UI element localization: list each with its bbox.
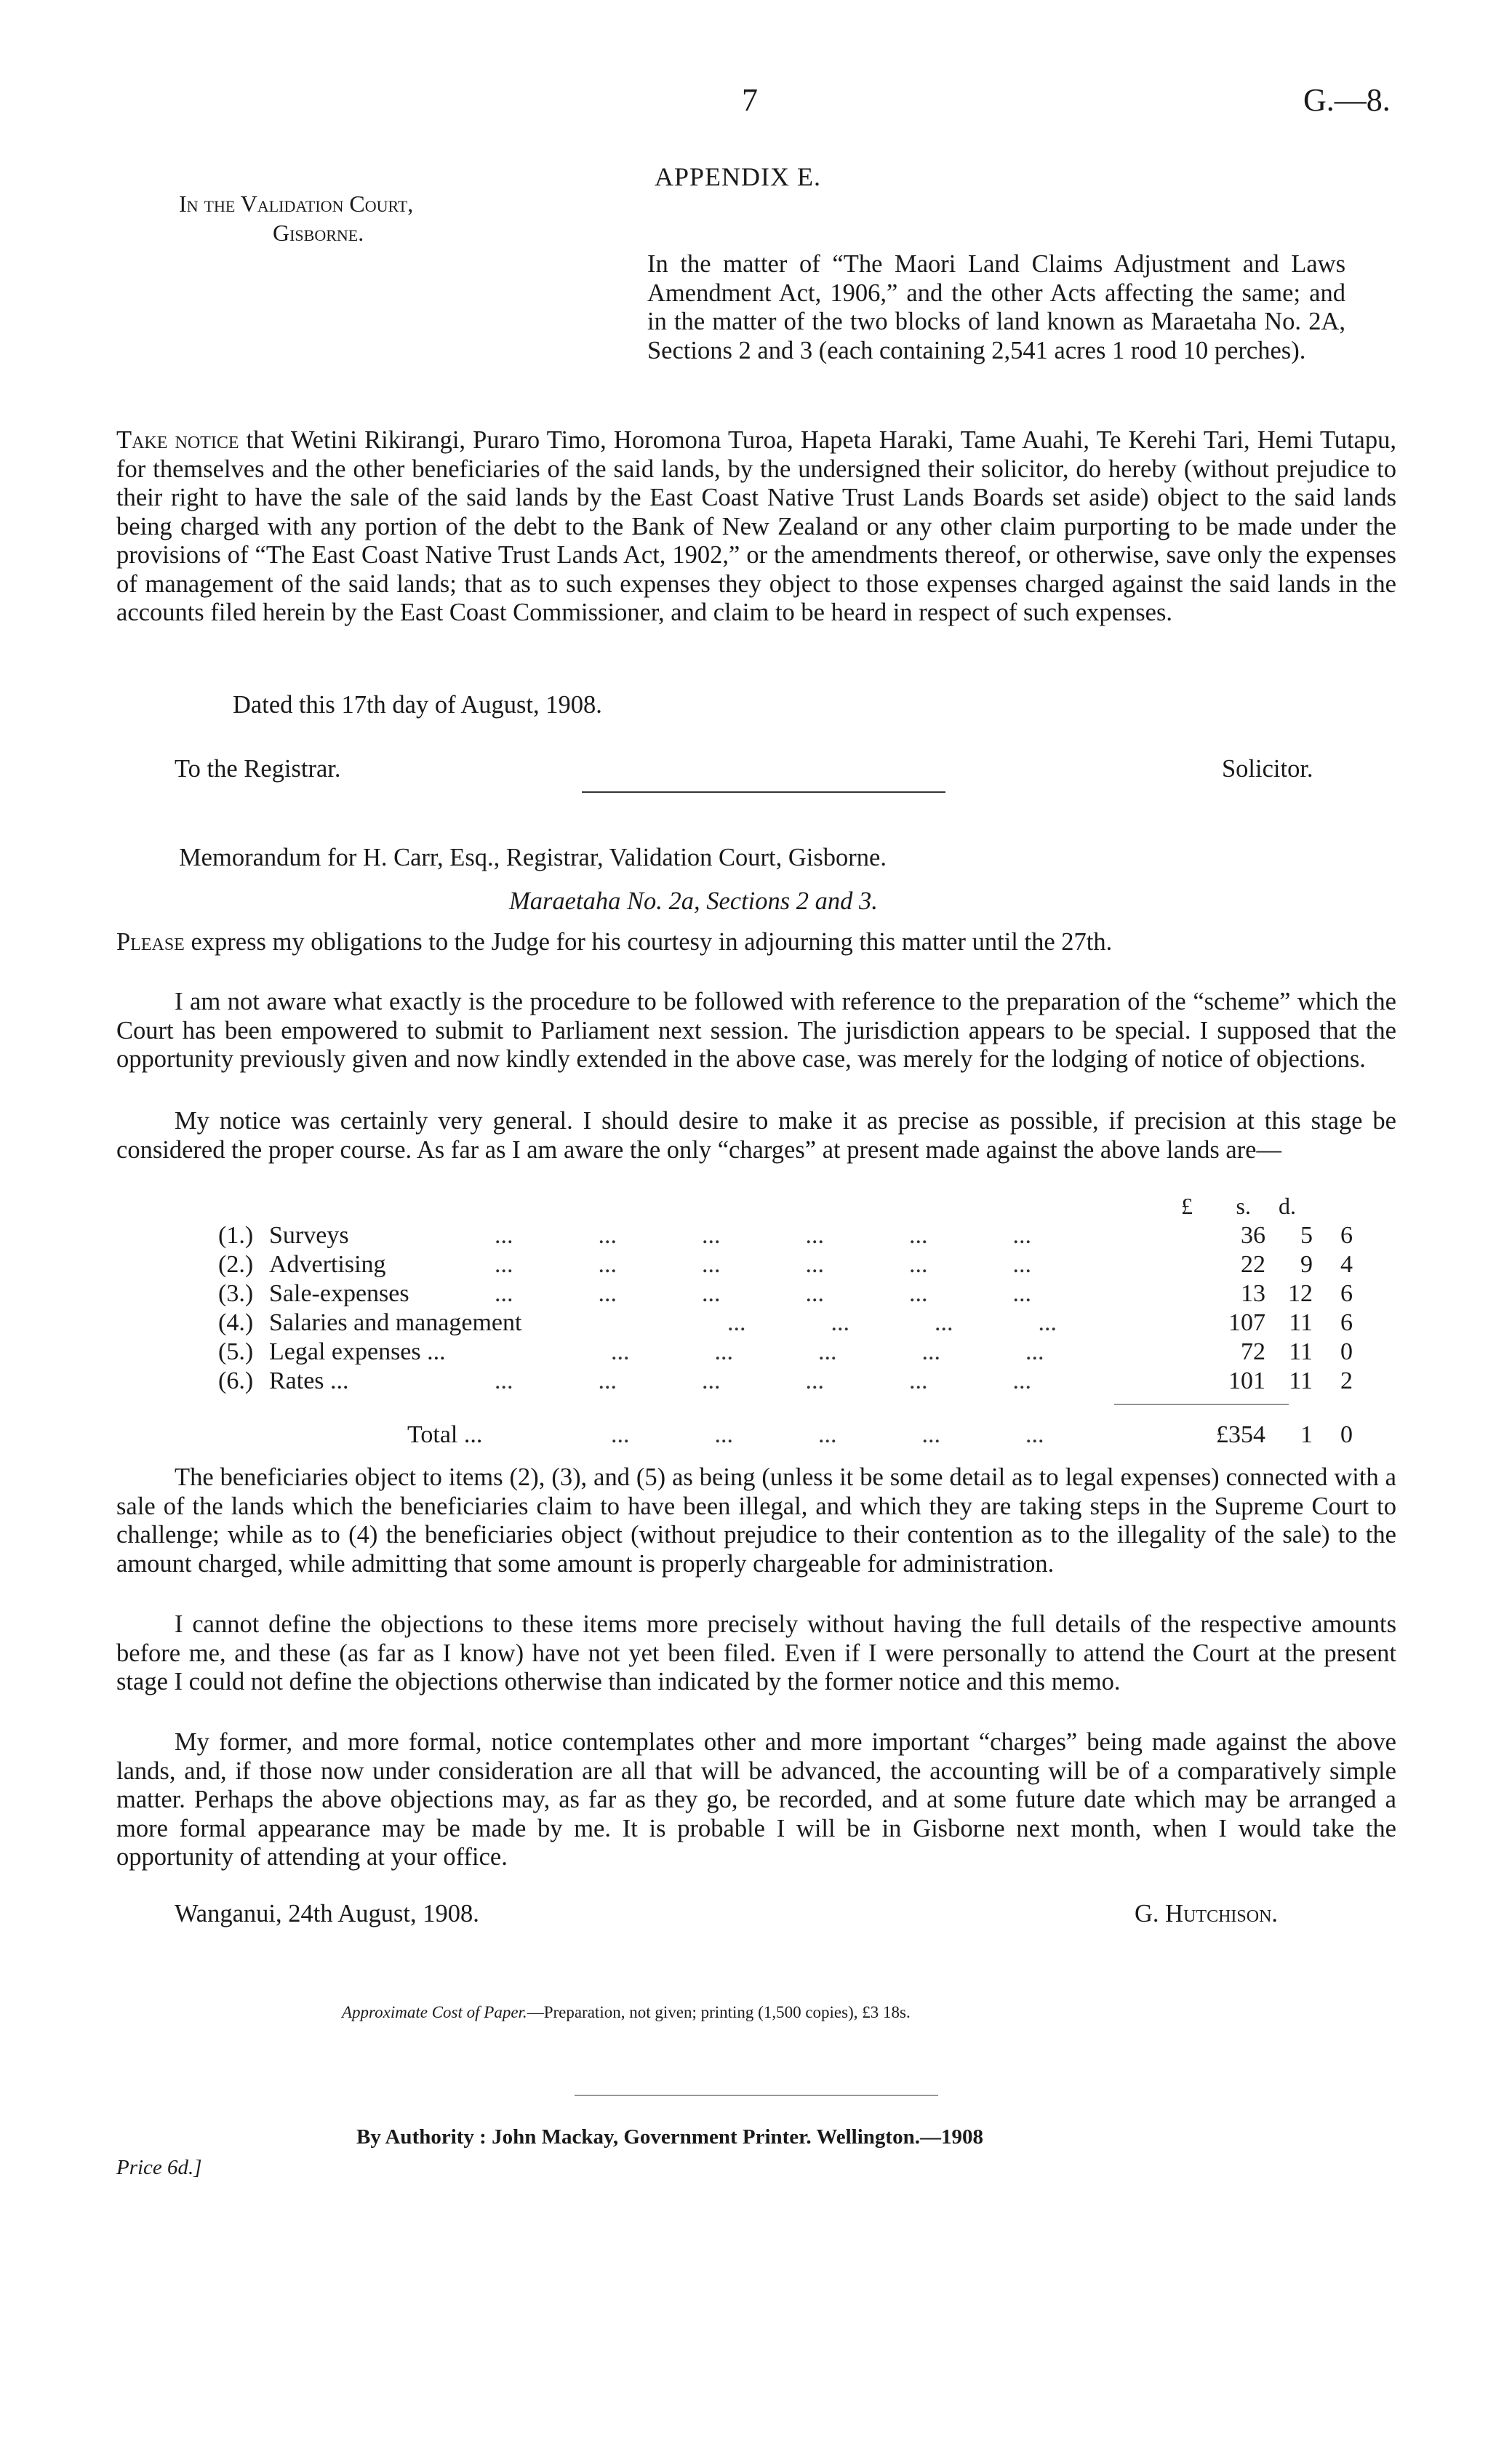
notice-body (116, 426, 1396, 628)
authority-label: By Authority : (356, 2125, 492, 2149)
charge-row (218, 1251, 1353, 1280)
col-shillings: s. (1236, 1193, 1251, 1219)
charge-pounds: 22 (1241, 1251, 1265, 1278)
total-leader: ... ... ... ... ... (611, 1421, 1044, 1448)
charge-pence: 2 (1340, 1367, 1353, 1394)
charge-row (218, 1222, 1353, 1251)
charge-shillings: 9 (1300, 1251, 1313, 1278)
total-shillings: 1 (1300, 1421, 1313, 1448)
charge-pounds: 72 (1241, 1338, 1265, 1365)
memo-p1-text: express my obligations to the Judge for his courtesy in adjourning this matter until the 27th. (184, 928, 1113, 956)
charge-label: Salaries and management (269, 1309, 522, 1336)
charge-row (218, 1309, 1353, 1338)
memo-paragraph-5: I cannot define the objections to these items more precisely without having the full details of the respective amounts before me, and these (as far as I know) have not yet been filed. Even if I were personally to attend the Court at the present stage I could not define the objections otherwise than indicated by the former notice and this memo. (116, 1610, 1396, 1695)
charge-pence: 0 (1340, 1338, 1353, 1365)
series-number: G.—8. (1303, 82, 1391, 118)
total-rule (1114, 1404, 1289, 1405)
cost-note (342, 2003, 911, 2022)
charge-label: Legal expenses ... (269, 1338, 446, 1365)
memo-paragraph-2: I am not aware what exactly is the procedure to be followed with reference to the preparation of the “scheme” which the Court has been empowered to submit to Parliament next session. The jurisdiction appears to be special. I supposed that the opportunity previously given and now kindly extended in the above case, was merely for the lodging of notice of objections. (116, 988, 1396, 1073)
col-pence: d. (1279, 1193, 1296, 1219)
memo-paragraph-3: My notice was certainly very general. I should desire to make it as precise as possible, if precision at this stage be considered the proper course. As far as I am aware the only “charges” at present made against the above lands are— (116, 1107, 1396, 1164)
charge-leader: ... ... ... ... ... ... (495, 1280, 1031, 1307)
total-label: Total ... (407, 1421, 483, 1448)
memo-paragraph-6: My former, and more formal, notice contemplates other and more important “charges” being made against the above lands, and, if those now under consideration are all that will be advanced, the accounting will be of a comparatively simple matter. Perhaps the above objections may, as far as they go, be recorded, and at some future date which may be arranged a more formal appearance may be made by me. It is probable I will be in Gisborne next month, when I would take the opportunity of attending at your office. (116, 1728, 1396, 1871)
charge-pounds: 36 (1241, 1222, 1265, 1249)
charge-number: (5.) (218, 1338, 254, 1365)
total-pence: 0 (1340, 1421, 1353, 1448)
memo-paragraph-4: The beneficiaries object to items (2), (3), and (5) as being (unless it be some detail as to legal expenses) connected with a sale of the lands which the beneficiaries claim to have been illegal, and which they are taking steps in the Supreme Court to challenge; while as to (4) the beneficiaries object (without prejudice to their contention as to the illegality of the sale) to the amount charged, while admitting that some amount is properly chargeable for administration. (116, 1463, 1396, 1578)
charge-number: (3.) (218, 1280, 254, 1307)
charge-pounds: 101 (1228, 1367, 1265, 1394)
memo-paragraph-1 (116, 928, 1396, 957)
notice-text: that Wetini Rikirangi, Puraro Timo, Horomona Turoa, Hapeta Haraki, Tame Auahi, Te Kerehi Tari, Hemi Tutapu, for themselves and the other beneficiaries of the said lands, by the undersigned their solicitor, do hereby (without prejudice to their right to have the sale of the said lands by the East Coast Native Trust Lands Boards set aside) object to the said lands being charged with any portion of the debt to the Bank of New Zealand or any other claim purporting to be made under the provisions of “The East Coast Native Trust Lands Act, 1902,” or the amendments thereof, or otherwise, save only the expenses of management of the said lands; that as to such expenses they object to those expenses charged against the said lands in the accounts filed herein by the East Coast Commissioner, and claim to be heard in respect of such expenses. (116, 426, 1396, 626)
total-pounds: £354 (1216, 1421, 1265, 1448)
charge-number: (6.) (218, 1367, 254, 1394)
price: Price 6d.] (116, 2156, 202, 2179)
charge-pence: 6 (1340, 1309, 1353, 1336)
charge-shillings: 11 (1289, 1367, 1313, 1394)
memo-heading: Memorandum for H. Carr, Esq., Registrar, Validation Court, Gisborne. (179, 844, 887, 871)
memo-p1-lead: Please (116, 928, 185, 956)
divider (582, 791, 945, 793)
charge-shillings: 5 (1300, 1222, 1313, 1249)
memo-signatory: G. Hutchison. (1135, 1900, 1279, 1927)
memo-subheading: Maraetaha No. 2a, Sections 2 and 3. (509, 887, 878, 915)
charge-number: (1.) (218, 1222, 254, 1249)
col-pounds: £ (1181, 1193, 1193, 1219)
appendix-title: APPENDIX E. (655, 162, 822, 191)
charge-row (218, 1280, 1353, 1309)
court-name: In the Validation Court, (179, 191, 414, 217)
charge-pence: 6 (1340, 1222, 1353, 1249)
notice-dated: Dated this 17th day of August, 1908. (233, 691, 602, 719)
charge-number: (2.) (218, 1251, 254, 1278)
charge-leader: ... ... ... ... ... ... (495, 1222, 1031, 1249)
charge-leader: ... ... ... ... (727, 1309, 1057, 1336)
memo-place-date: Wanganui, 24th August, 1908. (175, 1900, 479, 1927)
charge-label: Sale-expenses (269, 1280, 409, 1307)
charge-pence: 4 (1340, 1251, 1353, 1278)
footer-divider (575, 2095, 938, 2096)
notice-addressee: To the Registrar. (175, 755, 341, 783)
charge-row (218, 1367, 1353, 1397)
charge-label: Rates ... (269, 1367, 349, 1394)
charge-pounds: 13 (1241, 1280, 1265, 1307)
charge-number: (4.) (218, 1309, 254, 1336)
cost-label: Approximate Cost of Paper. (342, 2003, 527, 2021)
notice-signature: Solicitor. (1222, 755, 1313, 783)
charge-pounds: 107 (1228, 1309, 1265, 1336)
charge-shillings: 12 (1288, 1280, 1313, 1307)
charge-pence: 6 (1340, 1280, 1353, 1307)
charge-leader: ... ... ... ... ... ... (495, 1251, 1031, 1278)
page-number: 7 (742, 82, 758, 118)
authority-line (356, 2125, 983, 2149)
notice-lead: Take notice (116, 426, 239, 454)
in-the-matter: In the matter of “The Maori Land Claims Adjustment and Laws Amendment Act, 1906,” and the other Acts affecting the same; and in the matter of the two blocks of land known as Maraetaha No. 2A, Sections 2 and 3 (each containing 2,541 acres 1 rood 10 perches). (647, 250, 1345, 364)
charge-shillings: 11 (1289, 1309, 1313, 1336)
charge-label: Advertising (269, 1251, 386, 1278)
charge-label: Surveys (269, 1222, 349, 1249)
charge-leader: ... ... ... ... ... ... (495, 1367, 1031, 1394)
cost-text: —Preparation, not given; printing (1,500 copies), £3 18s. (527, 2003, 911, 2021)
charge-shillings: 11 (1289, 1338, 1313, 1365)
authority-printer: John Mackay, Government Printer. Wellington.—1908 (492, 2125, 983, 2149)
charge-total-row (218, 1421, 1353, 1450)
charge-leader: ... ... ... ... ... (611, 1338, 1044, 1365)
court-location: Gisborne. (273, 220, 364, 246)
charge-row (218, 1338, 1353, 1367)
